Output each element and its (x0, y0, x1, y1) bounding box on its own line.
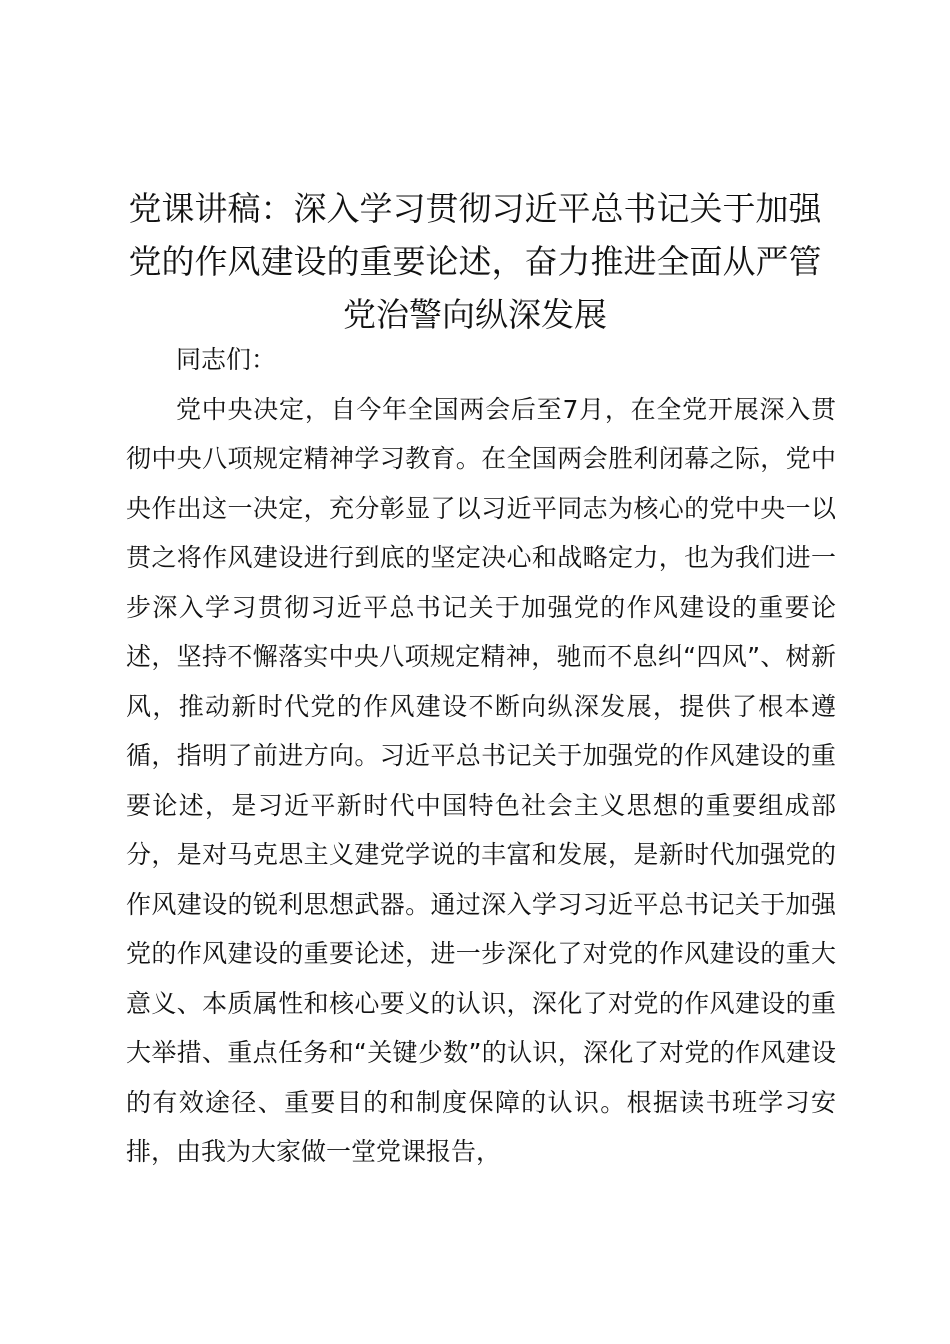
document-title: 党课讲稿：深入学习贯彻习近平总书记关于加强党的作风建设的重要论述，奋力推进全面从严管党治警向纵深发展 (128, 189, 822, 334)
document-body (126, 335, 836, 1177)
salutation: 同志们： (176, 345, 277, 374)
body-paragraph: 党中央决定，自今年全国两会后至7月，在全党开展深入贯彻中央八项规定精神学习教育。在全国两会胜利闭幕之际，党中央作出这一决定，充分彰显了以习近平同志为核心的党中央一以贯之将作风建设进行到底的坚定决心和战略定力，也为我们进一步深入学习贯彻习近平总书记关于加强党的作风建设的重要论述，坚持不懈落实中央八项规定精神，驰而不息纠“四风”、树新风，推动新时代党的作风建设不断向纵深发展，提供了根本遵循，指明了前进方向。习近平总书记关于加强党的作风建设的重要论述，是习近平新时代中国特色社会主义思想的重要组成部分，是对马克思主义建党学说的丰富和发展，是新时代加强党的作风建设的锐利思想武器。通过深入学习习近平总书记关于加强党的作风建设的重要论述，进一步深化了对党的作风建设的重大意义、本质属性和核心要义的认识，深化了对党的作风建设的重大举措、重点任务和“关键少数”的认识，深化了对党的作风建设的有效途径、重要目的和制度保障的认识。根据读书班学习安排，由我为大家做一堂党课报告， (126, 394, 836, 1166)
